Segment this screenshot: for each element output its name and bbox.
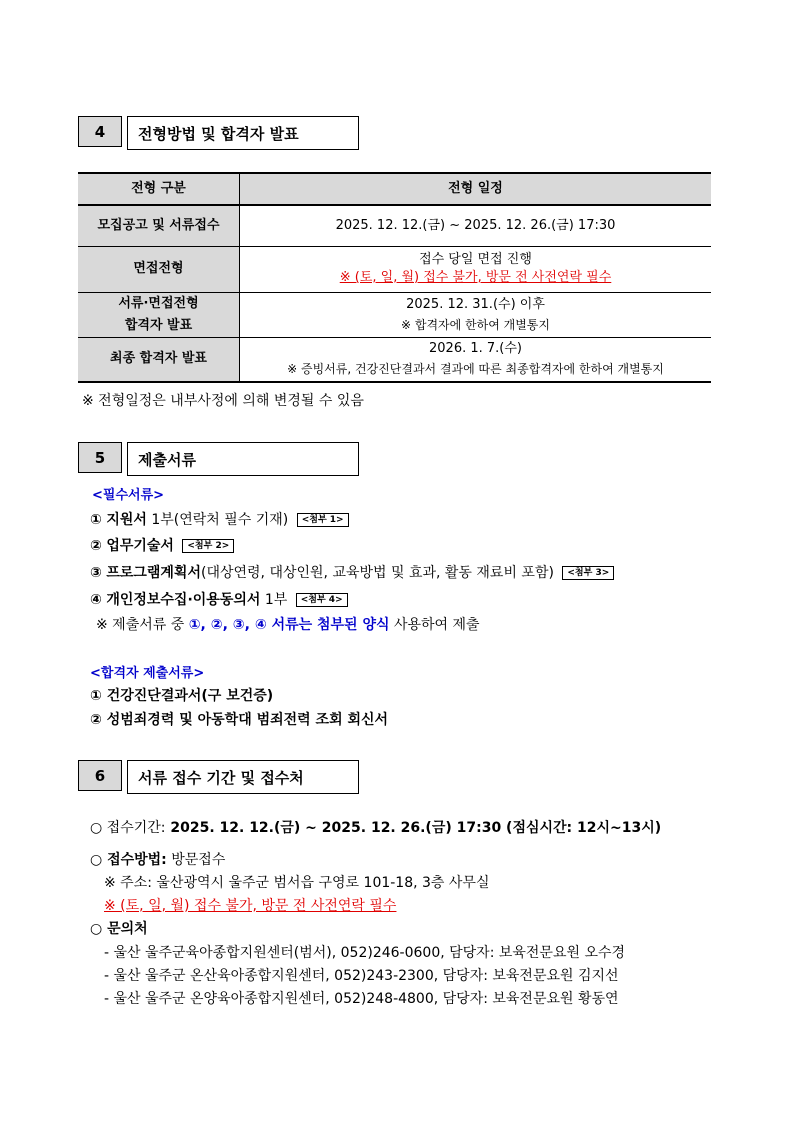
row-line: 2025. 12. 31.(수) 이후 [406,296,545,312]
note-text: ※ 제출서류 중 [96,617,189,633]
contact-item: - 울산 울주군육아종합지원센터(범서), 052)246-0600, 담당자: 보육전문요원 오수경 [104,945,626,961]
row-label: 면접전형 [78,246,240,292]
row-warning: ※ (토, 일, 월) 접수 불가, 방문 전 사전연락 필수 [339,270,612,285]
doc-item [90,589,348,609]
table-row [78,205,711,246]
doc-item [90,509,349,529]
row-note: ※ 합격자에 한하여 개별통지 [400,317,550,332]
pass-docs-heading: <합격자 제출서류> [90,666,205,681]
section-title: 제출서류 [127,442,359,476]
attachment-tag: <첨부 4> [296,593,348,607]
section-6-header [78,760,359,794]
attachment-tag: <첨부 1> [297,513,349,527]
row-value [240,246,712,292]
doc-item [90,562,614,582]
row-value [240,292,712,337]
item-detail: (대상연령, 대상인원, 교육방법 및 효과, 활동 재료비 포함) [200,565,554,581]
item-number: ③ [90,565,102,581]
table-header-category: 전형 구분 [78,173,240,205]
item-number: ① [90,512,102,528]
section-4-header [78,116,359,150]
row-label-line: 합격자 발표 [124,317,193,333]
row-value: 2025. 12. 12.(금) ~ 2025. 12. 26.(금) 17:30 [240,205,712,246]
attachment-tag: <첨부 3> [562,566,614,580]
row-label: 모집공고 및 서류접수 [78,205,240,246]
row-label: 최종 합격자 발표 [78,337,240,382]
row-note: ※ 증빙서류, 건강진단결과서 결과에 따른 최종합격자에 한하여 개별통지 [287,362,664,377]
item-detail: 1부(연락처 필수 기재) [146,512,289,528]
section-number: 5 [78,442,122,473]
item-number: ② [90,538,102,554]
row-label [78,292,240,337]
method-label: ○ 접수방법: [90,852,167,868]
item-detail: 1부 [260,592,288,608]
period-label: ○ 접수기간: [90,820,166,836]
section-5-header [78,442,359,476]
item-name: 지원서 [106,512,147,528]
schedule-note: ※ 전형일정은 내부사정에 의해 변경될 수 있음 [82,393,364,409]
attachment-tag: <첨부 2> [182,539,234,553]
item-name: 프로그램계획서 [106,565,201,581]
table-row [78,292,711,337]
period-line [90,817,661,837]
row-line: 2026. 1. 7.(수) [429,341,522,357]
table-row [78,246,711,292]
pass-doc-item: ① 건강진단결과서(구 보건증) [90,688,274,704]
period-value: 2025. 12. 12.(금) ~ 2025. 12. 26.(금) 17:30 (점심시간: 12시~13시) [165,820,662,836]
doc-item [90,535,234,555]
pass-doc-item: ② 성범죄경력 및 아동학대 범죄전력 조회 회신서 [90,712,389,728]
schedule-table [78,172,711,383]
warning-line: ※ (토, 일, 월) 접수 불가, 방문 전 사전연락 필수 [104,898,397,914]
method-line [90,849,225,869]
note-text: 사용하여 제출 [389,617,480,633]
table-row [78,337,711,382]
contact-heading: ○ 문의처 [90,921,148,937]
contact-item: - 울산 울주군 온산육아종합지원센터, 052)243-2300, 담당자: 보육전문요원 김지선 [104,968,619,984]
row-line: 접수 당일 면접 진행 [419,252,532,267]
section-title: 서류 접수 기간 및 접수처 [127,760,359,794]
note-highlight: ①, ②, ③, ④ 서류는 첨부된 양식 [188,617,390,633]
address-line: ※ 주소: 울산광역시 울주군 범서읍 구영로 101-18, 3층 사무실 [104,875,490,891]
section-title: 전형방법 및 합격자 발표 [127,116,359,150]
row-label-line: 서류·면접전형 [118,295,199,311]
row-value [240,337,712,382]
table-header-schedule: 전형 일정 [240,173,712,205]
required-docs-heading: <필수서류> [92,488,165,503]
section-number: 6 [78,760,122,791]
section-number: 4 [78,116,122,147]
docs-note [96,614,480,634]
item-number: ④ [90,592,102,608]
contact-item: - 울산 울주군 온양육아종합지원센터, 052)248-4800, 담당자: 보육전문요원 황동연 [104,991,619,1007]
item-name: 업무기술서 [106,538,174,554]
method-value: 방문접수 [166,852,226,868]
item-name: 개인정보수집·이용동의서 [106,592,261,608]
